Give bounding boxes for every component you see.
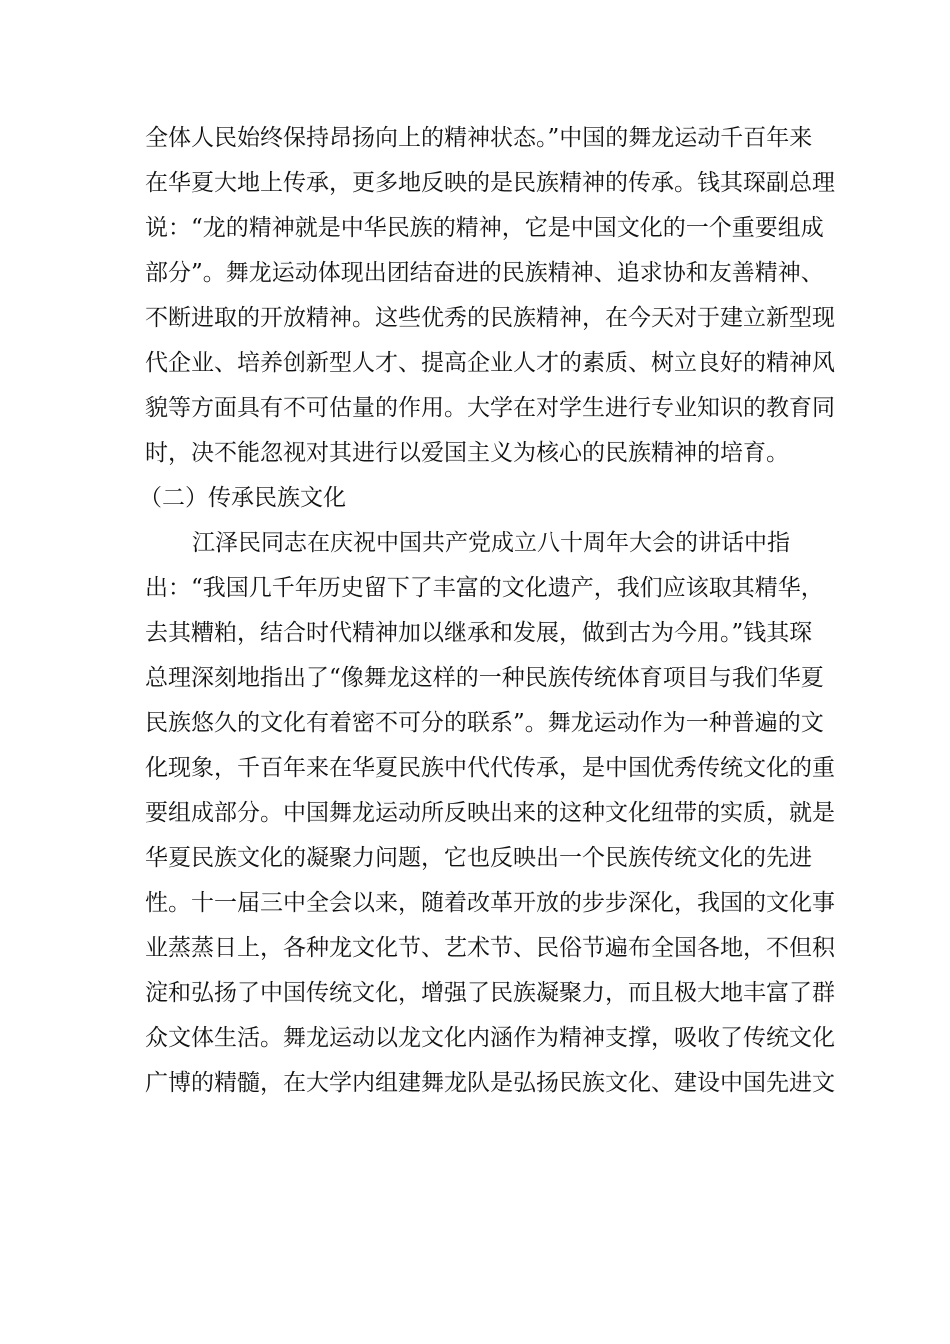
text-line: 出：“我国几千年历史留下了丰富的文化遗产，我们应该取其精华，: [145, 575, 824, 601]
text-line: 江泽民同志在庆祝中国共产党成立八十周年大会的讲话中指: [192, 530, 790, 556]
paragraph-continuation: [145, 116, 835, 476]
text-line: 性。十一届三中全会以来，随着改革开放的步步深化，我国的文化事: [145, 890, 835, 916]
document-body: [139, 116, 835, 1106]
text-line: 要组成部分。中国舞龙运动所反映出来的这种文化纽带的实质，就是: [145, 800, 835, 826]
text-line: 业蒸蒸日上，各种龙文化节、艺术节、民俗节遍布全国各地，不但积: [145, 935, 835, 961]
text-line: 部分”。舞龙运动体现出团结奋进的民族精神、追求协和友善精神、: [145, 260, 824, 286]
section-heading: （二）传承民族文化: [139, 485, 346, 511]
text-line: 全体人民始终保持昂扬向上的精神状态。”中国的舞龙运动千百年来: [145, 125, 813, 151]
text-line: 时，决不能忽视对其进行以爱国主义为核心的民族精神的培育。: [145, 440, 789, 466]
text-line: 代企业、培养创新型人才、提高企业人才的素质、树立良好的精神风: [145, 350, 835, 376]
text-line: 在华夏大地上传承，更多地反映的是民族精神的传承。钱其琛副总理: [145, 170, 835, 196]
text-line: 民族悠久的文化有着密不可分的联系”。舞龙运动作为一种普遍的文: [145, 710, 824, 736]
text-line: 说：“龙的精神就是中华民族的精神，它是中国文化的一个重要组成: [145, 215, 824, 241]
text-line: 去其糟粕，结合时代精神加以继承和发展，做到古为今用。”钱其琛: [145, 620, 813, 646]
text-line: 广博的精髓，在大学内组建舞龙队是弘扬民族文化、建设中国先进文: [145, 1070, 835, 1096]
text-line: 貌等方面具有不可估量的作用。大学在对学生进行专业知识的教育同: [145, 395, 835, 421]
text-line: 众文体生活。舞龙运动以龙文化内涵作为精神支撑，吸收了传统文化: [145, 1025, 835, 1051]
text-line: 不断进取的开放精神。这些优秀的民族精神，在今天对于建立新型现: [145, 305, 835, 331]
text-line: 化现象，千百年来在华夏民族中代代传承，是中国优秀传统文化的重: [145, 755, 835, 781]
paragraph: [145, 521, 835, 1106]
text-line: 总理深刻地指出了“像舞龙这样的一种民族传统体育项目与我们华夏: [145, 665, 824, 691]
text-line: 淀和弘扬了中国传统文化，增强了民族凝聚力，而且极大地丰富了群: [145, 980, 835, 1006]
text-line: 华夏民族文化的凝聚力问题，它也反映出一个民族传统文化的先进: [145, 845, 812, 871]
